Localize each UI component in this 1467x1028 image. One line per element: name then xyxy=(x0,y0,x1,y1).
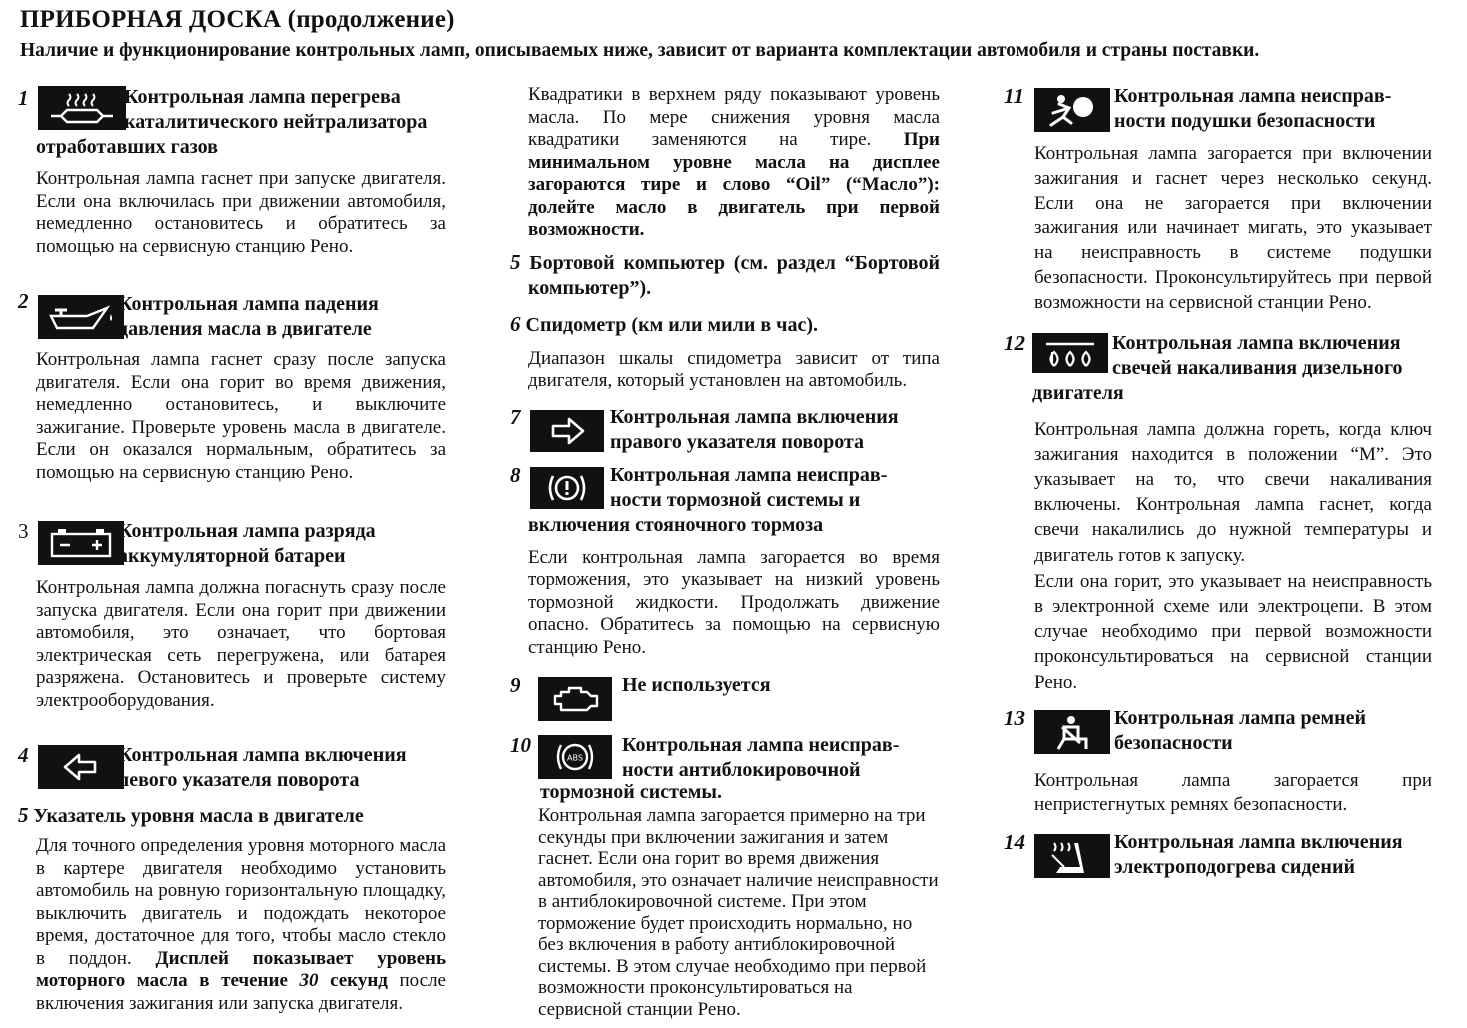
entry-number: 14 xyxy=(1004,829,1025,854)
oil-can-icon xyxy=(38,295,124,339)
glow-plug-icon xyxy=(1032,333,1108,373)
battery-icon xyxy=(38,521,124,565)
entry-body: Контрольная лампа должна гореть, когда ключ зажигания находится в положении “M”. Это указывает на то, что свечи накаливания включены. Контрольная лампа гаснет, когда свечи накалились до нужной температуры и двигатель готов к запуску. xyxy=(1034,418,1432,566)
column-1 xyxy=(18,84,446,1015)
entry-body: Контрольная лампа загорается при непристегнутых ремнях безопасности. xyxy=(1034,769,1432,816)
entry-heading-continued: отработавших газов xyxy=(36,136,218,158)
entry-body: Для точного определения уровня моторного масла в картере двигателя необходимо установить автомобиль на ровную горизонтальную площадку, выключить двигатель и подождать некоторое время, достаточное для того, чтобы масло стекло в поддон. Дисплей показывает уровень моторного масла в течение 30 секунд после включения зажигания или запуска двигателя. xyxy=(36,835,447,1014)
entry-5-heading: 5 Указатель уровня масла в двигателе xyxy=(18,803,364,827)
entry-heading: Контрольная лампа включения свечей накаливания дизельного xyxy=(1112,331,1403,379)
heated-seat-icon xyxy=(1034,834,1110,878)
svg-text:ABS: ABS xyxy=(567,753,583,763)
entry-3 xyxy=(18,519,446,573)
entry-number: 7 xyxy=(510,404,521,429)
entry-9 xyxy=(510,673,940,733)
entry-number: 4 xyxy=(18,743,29,767)
entry-body: Контрольная лампа гаснет при запуске двигателя. Если она включилась при движении автомобиля, немедленно остановитесь и обратитесь за помощью на сервисную станцию Рено. xyxy=(36,168,446,257)
entry-heading: Контрольная лампа неисправ- ности подушки безопасности xyxy=(1114,85,1392,132)
engine-icon xyxy=(538,677,612,721)
entry-7 xyxy=(510,405,940,461)
entry-body: Диапазон шкалы спидометра зависит от типа двигателя, который установлен на автомобиль. xyxy=(528,347,940,391)
entry-body: Контрольная лампа гаснет сразу после запуска двигателя. Если она горит во время движения, немедленно остановитесь, и выключите зажигание. Проверьте уровень масла в двигателе. Если он оказался нормальным, обратитесь за помощью на сервисную станцию Рено. xyxy=(36,349,446,483)
entry-heading: Контрольная лампа включения левого указателя поворота xyxy=(118,744,407,791)
column-3 xyxy=(1004,84,1432,890)
entry-heading-continued: двигателя xyxy=(1032,381,1124,404)
entry-14 xyxy=(1004,830,1432,890)
entry-11 xyxy=(1004,84,1432,142)
entry-number: 3 xyxy=(18,519,29,543)
entry-body: Если она горит, это указывает на неисправность в электронной схеме или электроцепи. В этом случае необходимо при первой возможности проконсультироваться на сервисной станции Рено. xyxy=(1034,570,1432,693)
entry-4 xyxy=(18,743,446,803)
right-arrow-icon xyxy=(530,410,604,452)
entry-1 xyxy=(18,84,446,168)
entry-5-computer-heading: 5 Бортовой компьютер (см. раздел “Бортовой компьютер”). xyxy=(510,249,940,299)
entry-heading: Контрольная лампа неисправ- ности тормозной системы и xyxy=(610,463,888,511)
entry-heading: Контрольная лампа включения электроподогрева сидений xyxy=(1114,830,1403,878)
entry-body: Контрольная лампа загорается при включении зажигания и гаснет через несколько секунд. Если она не загорается при включении зажигания или начинает мигать, это указывает на неисправность в системе подушки безопасности. Проконсультируйтесь при первой возможности на сервисной станции Рено. xyxy=(1034,143,1432,313)
entry-number: 9 xyxy=(510,673,521,697)
entry-number: 1 xyxy=(18,86,29,110)
entry-number: 6 xyxy=(510,311,521,336)
entry-2 xyxy=(18,290,446,346)
entry-number: 10 xyxy=(510,733,531,757)
continued-text: Квадратики в верхнем ряду показывают уровень масла. По мере снижения уровня масла квадратики заменяются на тире. При минимальном уровне масла на дисплее загораются тире и слово “Oil” (“Масло”): долейте масло в двигатель при первой возможности. xyxy=(528,84,940,240)
page-title: ПРИБОРНАЯ ДОСКА (продолжение) xyxy=(20,6,455,33)
entry-body: Контрольная лампа должна погаснуть сразу после запуска двигателя. Если она горит при движении автомобиля, это означает, что бортовая электрическая сеть перегружена, или батарея разряжена. Остановитесь и проверьте систему электрооборудования. xyxy=(36,577,446,711)
column-2 xyxy=(510,84,940,1020)
entry-10 xyxy=(510,733,940,805)
entry-heading-continued: тормозной системы. xyxy=(540,781,723,803)
airbag-icon xyxy=(1034,88,1110,132)
entry-heading: Контрольная лампа ремней безопасности xyxy=(1114,706,1367,754)
entry-heading: Контрольная лампа перегрева каталитического нейтрализатора xyxy=(124,86,428,133)
entry-heading: Контрольная лампа включения правого указателя поворота xyxy=(610,405,899,453)
entry-12 xyxy=(1004,331,1432,417)
entry-number: 12 xyxy=(1004,330,1025,355)
catalyst-overheat-icon xyxy=(38,86,126,130)
entry-number: 8 xyxy=(510,462,521,487)
entry-6-heading: 6 Спидометр (км или мили в час). xyxy=(510,311,818,336)
entry-heading: Контрольная лампа разряда аккумуляторной батареи xyxy=(118,520,376,567)
entry-heading: Контрольная лампа падения давления масла в двигателе xyxy=(118,293,379,340)
entry-number: 2 xyxy=(18,289,29,313)
entry-number: 11 xyxy=(1004,84,1024,108)
entry-heading: Не используется xyxy=(622,674,771,696)
entry-body: Если контрольная лампа загорается во время торможения, это указывает на низкий уровень тормозной жидкости. Продолжать движение опасно. Обратитесь за помощью на сервисную станцию Рено. xyxy=(528,546,940,658)
entry-number: 5 xyxy=(510,249,521,274)
abs-icon xyxy=(538,735,612,779)
seatbelt-icon xyxy=(1034,710,1110,754)
entry-13 xyxy=(1004,706,1432,762)
entry-8 xyxy=(510,463,940,547)
page-subtitle: Наличие и функционирование контрольных ламп, описываемых ниже, зависит от варианта комплектации автомобиля и страны поставки. xyxy=(20,40,1260,61)
brake-warning-icon xyxy=(530,467,604,509)
entry-heading: Контрольная лампа неисправ- ности антиблокировочной xyxy=(622,734,900,781)
entry-heading-continued: включения стояночного тормоза xyxy=(528,513,824,536)
left-arrow-icon xyxy=(38,745,124,789)
entry-number: 5 xyxy=(18,803,29,827)
entry-number: 13 xyxy=(1004,705,1025,730)
entry-body: Контрольная лампа загорается примерно на три секунды при включении зажигания и затем гаснет. Если она горит во время движения автомобиля, это означает наличие неисправности в антиблокировочной системе. При этом торможение будет происходить нормально, но без включения в работу антиблокировочной системы. В этом случае необходимо при первой возможности проконсультироваться на сервисной станции Рено. xyxy=(538,805,939,1020)
